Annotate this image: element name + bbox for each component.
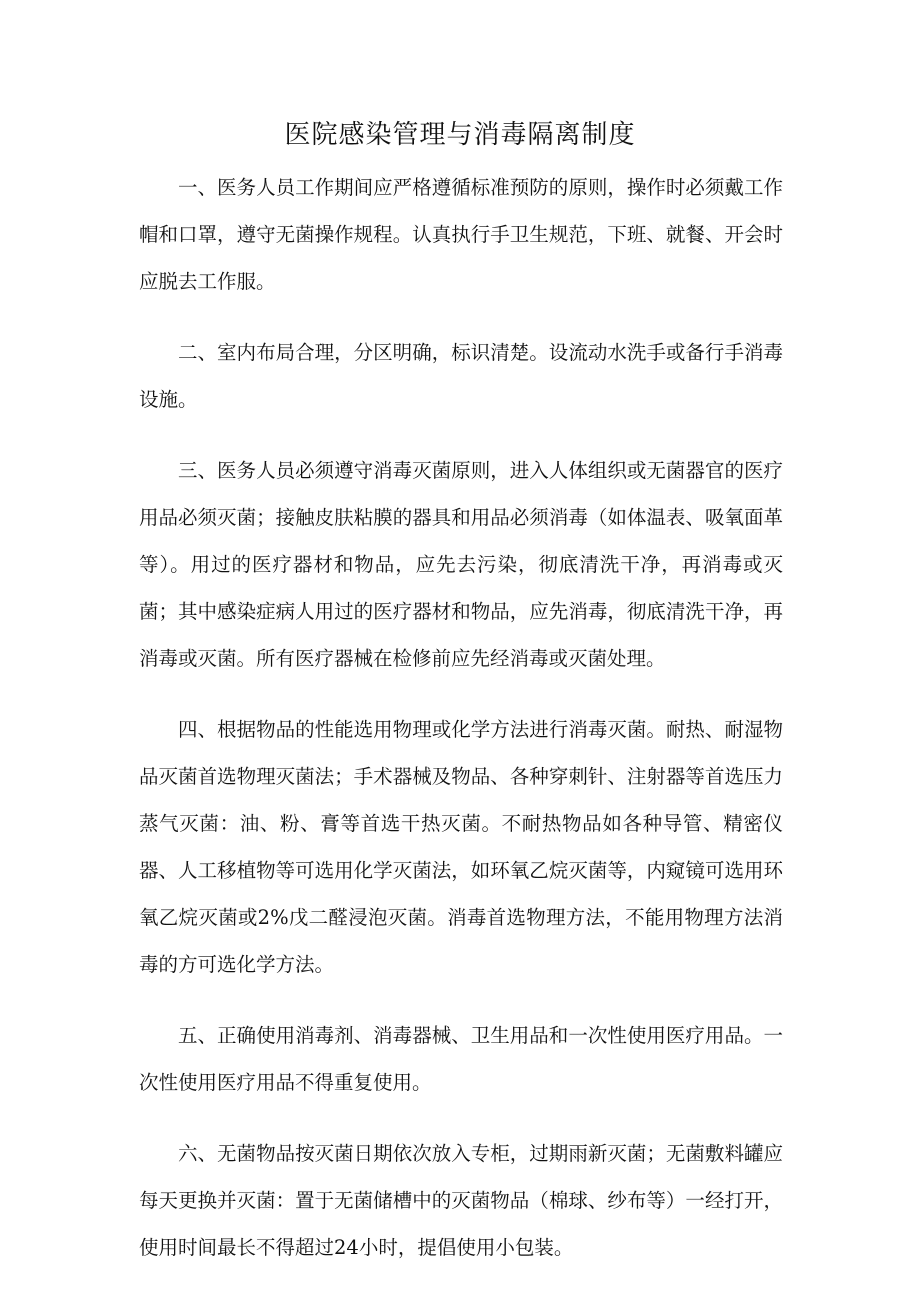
paragraph-4: 四、根据物品的性能选用物理或化学方法进行消毒灭菌。耐热、耐湿物品灭菌首选物理灭菌法；手术器械及物品、各种穿刺针、注射器等首选压力蒸气灭菌：油、粉、膏等首选干热灭菌。不耐热物品如各种导管、精密仪器、人工移植物等可选用化学灭菌法，如环氧乙烷灭菌等，内窥镜可选用环氧乙烷灭菌或2%戊二醛浸泡灭菌。消毒首选物理方法，不能用物理方法消毒的方可选化学方法。 [139, 718, 783, 976]
paragraph-1: 一、医务人员工作期间应严格遵循标准预防的原则，操作时必须戴工作帽和口罩，遵守无菌操作规程。认真执行手卫生规范，下班、就餐、开会时应脱去工作服。 [139, 176, 783, 293]
document-title: 医院感染管理与消毒隔离制度 [284, 120, 636, 150]
document-body [139, 164, 783, 1295]
paragraph-6: 六、无菌物品按灭菌日期依次放入专柜，过期雨新灭菌；无菌敷料罐应每天更换并灭菌：置于无菌储槽中的灭菌物品（棉球、纱布等）一经打开，使用时间最长不得超过24小时，提倡使用小包装。 [139, 1142, 783, 1259]
paragraph-5: 五、正确使用消毒剂、消毒器械、卫生用品和一次性使用医疗用品。一次性使用医疗用品不得重复使用。 [139, 1024, 783, 1094]
paragraph-3: 三、医务人员必须遵守消毒灭菌原则，进入人体组织或无菌器官的医疗用品必须灭菌；接触皮肤粘膜的器具和用品必须消毒（如体温表、吸氧面革等）。用过的医疗器材和物品，应先去污染，彻底清洗干净，再消毒或灭菌；其中感染症病人用过的医疗器材和物品，应先消毒，彻底清洗干净，再消毒或灭菌。所有医疗器械在检修前应先经消毒或灭菌处理。 [139, 459, 783, 670]
paragraph-2: 二、室内布局合理，分区明确，标识清楚。设流动水洗手或备行手消毒设施。 [139, 341, 783, 411]
